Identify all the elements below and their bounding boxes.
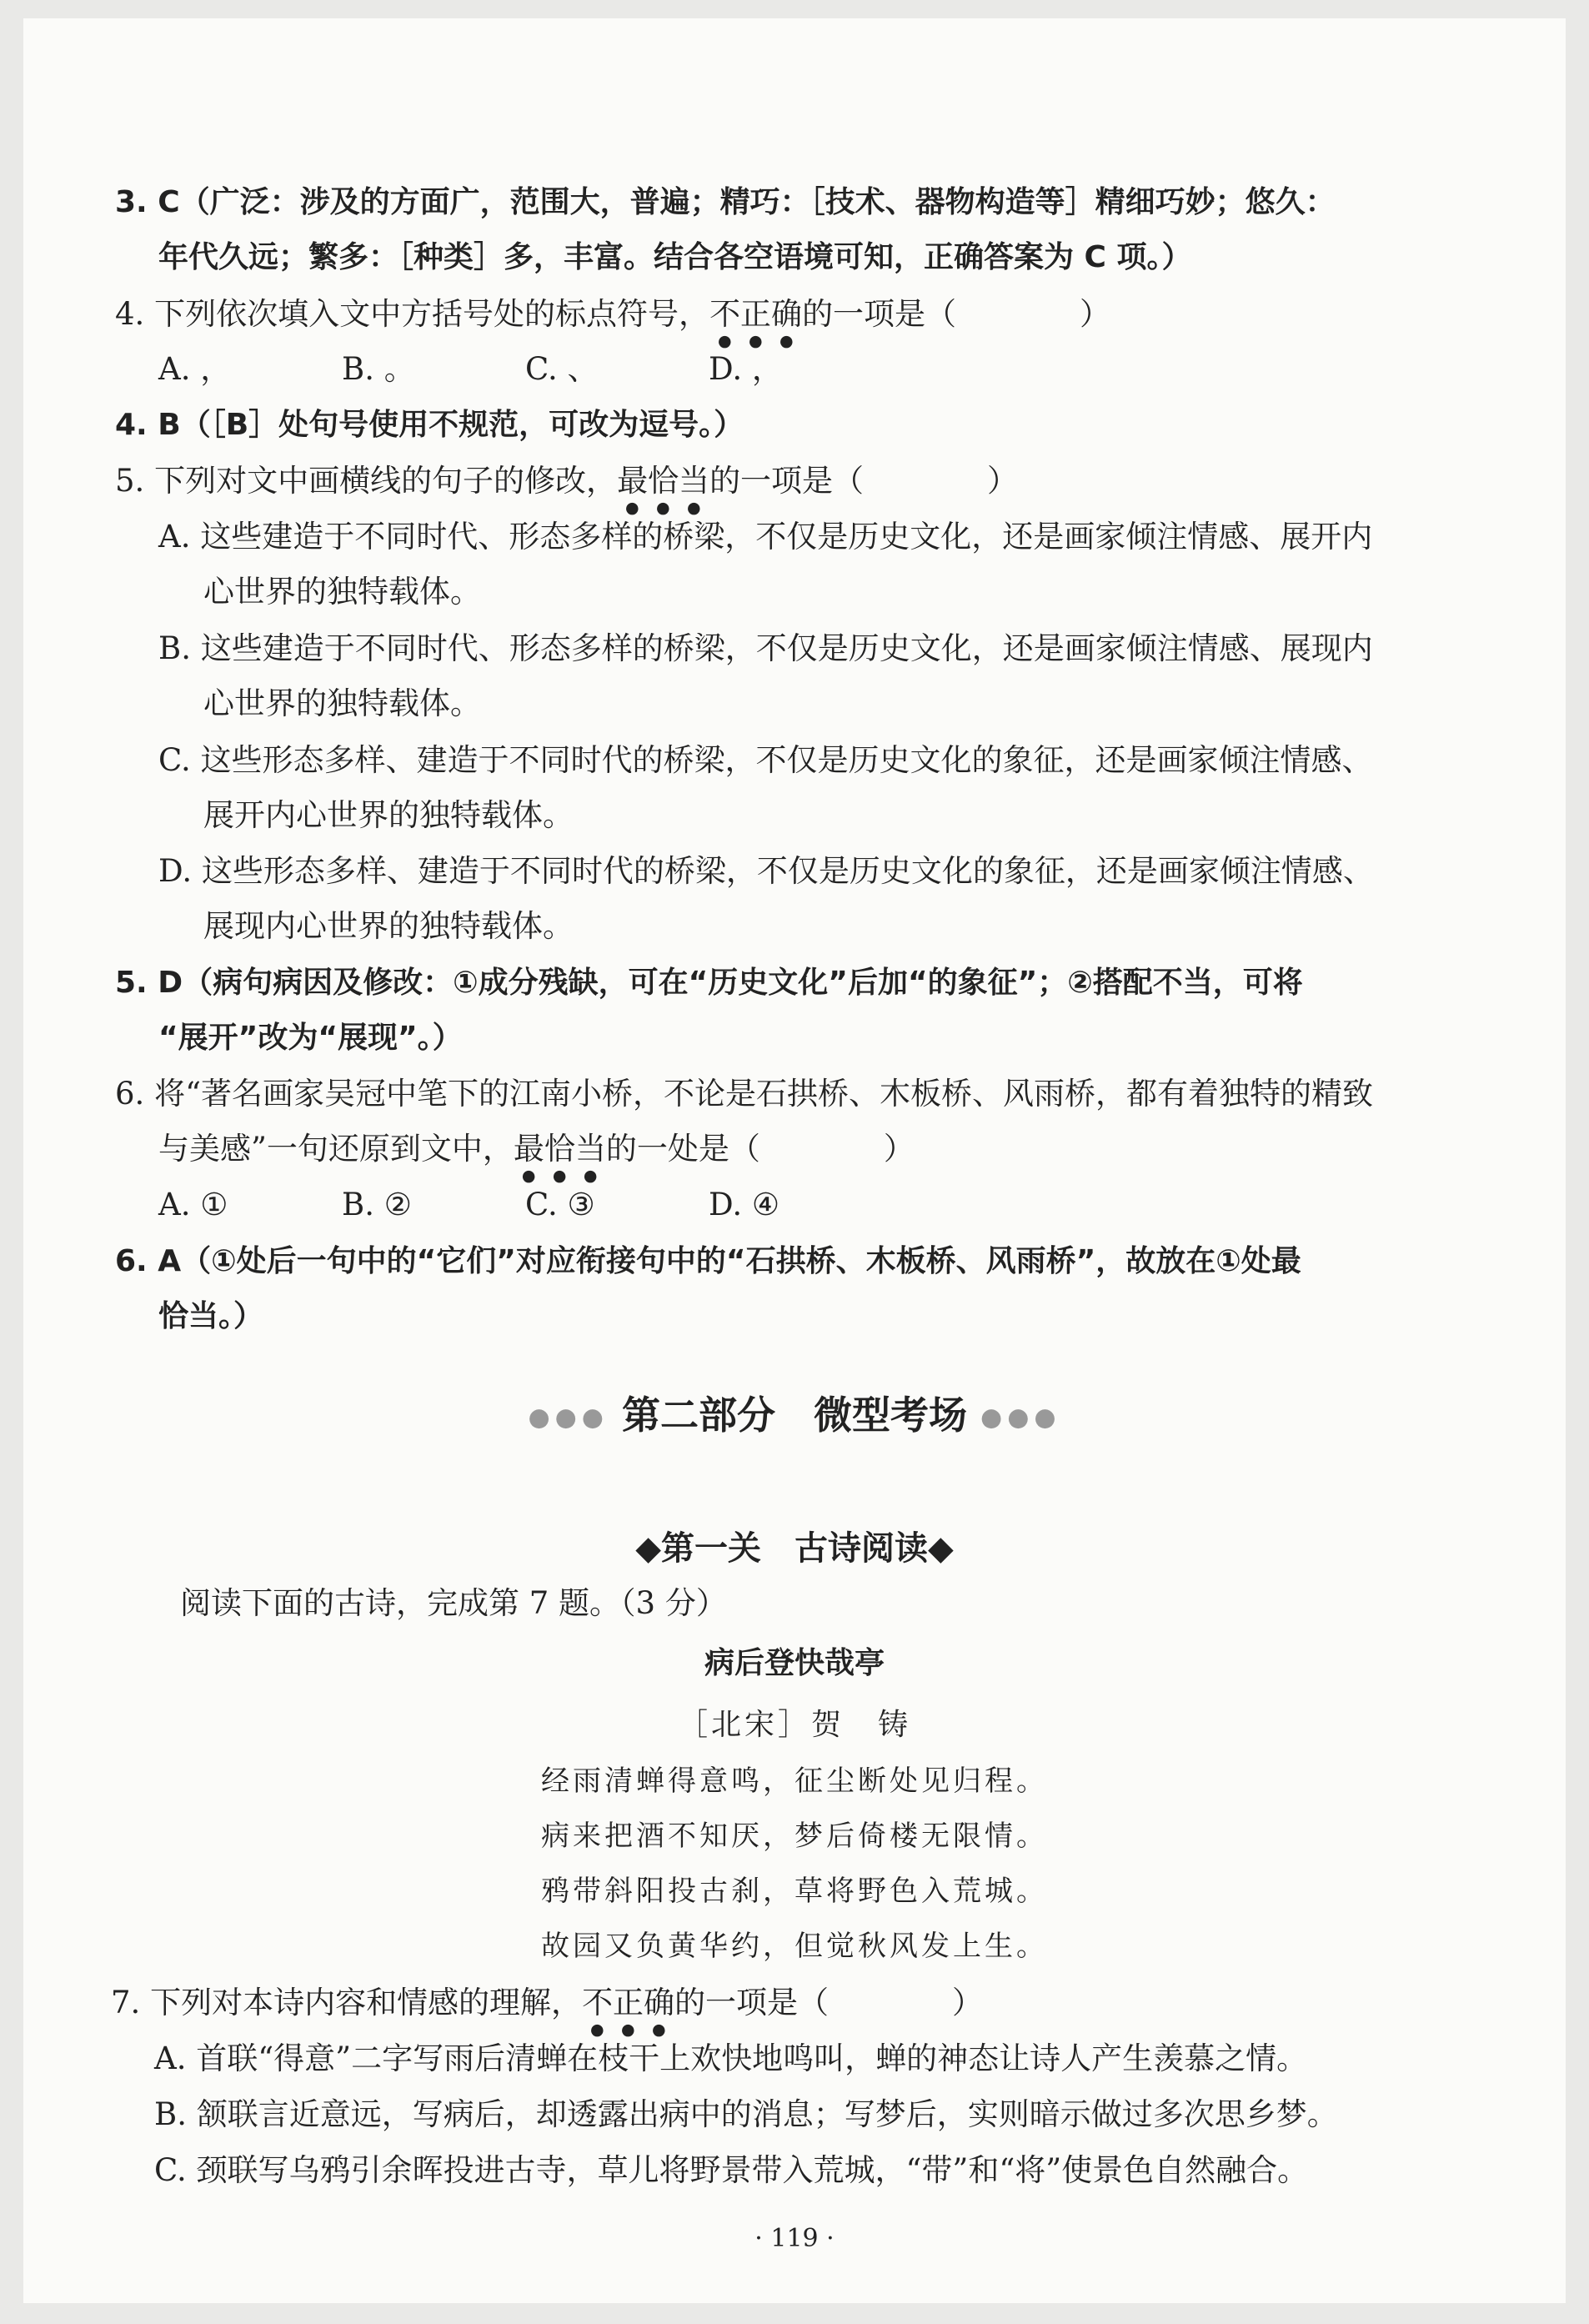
poem-author: ［北宋］贺 铸 [677, 1708, 911, 1742]
q6-stem-line2 [158, 1128, 915, 1185]
section-title-text: 第二部分 微型考场 [622, 1393, 967, 1438]
q7-option-b: B. 颔联言近意远，写病后，却透露出病中的消息；写梦后，实则暗示做过多次思乡梦。 [154, 2096, 1338, 2132]
q4-option-d: D. ， [709, 351, 783, 387]
q5-stem-emphasis: 最恰当 [617, 463, 710, 499]
section-title [23, 1390, 1566, 1443]
q5-stem-before: 5. 下列对文中画横线的句子的修改， [115, 463, 618, 499]
q6-option-c: C. ③ [525, 1187, 595, 1222]
q5-option-a-line1: A. 这些建造于不同时代、形态多样的桥梁，不仅是历史文化，还是画家倾注情感、展开内 [158, 519, 1373, 555]
q5-stem-after: 的一项是（ ） [709, 463, 1019, 499]
q4-options [158, 349, 892, 390]
poem-line-3: 鸦带斜阳投古刹，草将野色入荒城。 [541, 1875, 1048, 1908]
q6-stem-after: 的一处是（ ） [605, 1131, 915, 1167]
q5-option-c-line2: 展开内心世界的独特载体。 [203, 797, 574, 833]
q5-option-b-line2: 心世界的独特载体。 [203, 685, 481, 721]
q4-stem-after: 的一项是（ ） [802, 296, 1111, 332]
q3-answer-line2: 年代久远；繁多：［种类］多，丰富。结合各空语境可知，正确答案为 C 项。） [158, 240, 1192, 274]
q5-answer-line1: 5. D（病句病因及修改：①成分残缺，可在“历史文化”后加“的象征”；②搭配不当，可将 [115, 966, 1303, 1000]
q4-stem [115, 294, 1110, 350]
q5-option-d-line1: D. 这些形态多样、建造于不同时代的桥梁，不仅是历史文化的象征，还是画家倾注情感、 [158, 853, 1374, 889]
q5-option-d-line2: 展现内心世界的独特载体。 [203, 908, 574, 944]
q6-stem-emphasis: 最恰当 [513, 1131, 606, 1167]
q6-stem-before: 与美感”一句还原到文中， [158, 1131, 514, 1167]
q7-stem-after: 的一项是（ ） [674, 1985, 984, 2020]
q4-option-a: A. ， [158, 351, 232, 387]
poem-line-1: 经雨清蝉得意鸣，征尘断处见归程。 [541, 1764, 1048, 1798]
q6-options [158, 1184, 892, 1226]
poem-line-2: 病来把酒不知厌，梦后倚楼无限情。 [541, 1820, 1048, 1853]
q5-option-a-line2: 心世界的独特载体。 [203, 574, 481, 610]
q5-answer-line2: “展开”改为“展现”。） [158, 1021, 463, 1055]
page-content [23, 18, 1566, 2303]
q6-answer-line2: 恰当。） [158, 1299, 264, 1333]
q5-option-c-line1: C. 这些形态多样、建造于不同时代的桥梁，不仅是历史文化的象征，还是画家倾注情感、 [158, 742, 1373, 778]
subsection-title: ◆第一关 古诗阅读◆ [635, 1529, 954, 1568]
q5-stem [115, 460, 1018, 517]
q7-stem [111, 1982, 983, 2039]
section-bullets-right: ●●● [980, 1403, 1061, 1433]
q7-stem-emphasis: 不正确 [582, 1985, 675, 2020]
document-page [23, 18, 1566, 2303]
q7-option-c: C. 颈联写乌鸦引余晖投进古寺，草儿将野景带入荒城，“带”和“将”使景色自然融合。 [154, 2152, 1309, 2188]
q4-answer: 4. B（［B］处句号使用不规范，可改为逗号。） [115, 408, 744, 442]
q4-option-b: B. 。 [342, 351, 415, 387]
poem-line-4: 故园又负黄华约，但觉秋风发上生。 [541, 1930, 1048, 1963]
q6-option-d: D. ④ [709, 1187, 780, 1222]
q5-option-b-line1: B. 这些建造于不同时代、形态多样的桥梁，不仅是历史文化，还是画家倾注情感、展现内 [158, 630, 1373, 666]
q6-answer-line1: 6. A（①处后一句中的“它们”对应衔接句中的“石拱桥、木板桥、风雨桥”，故放在①处最 [115, 1244, 1301, 1278]
page-number: · 119 · [754, 2224, 835, 2253]
reading-instruction: 阅读下面的古诗，完成第 7 题。（3 分） [180, 1585, 727, 1621]
q4-stem-emphasis: 不正确 [709, 296, 803, 332]
q3-answer-line1: 3. C（广泛：涉及的方面广，范围大，普遍；精巧：［技术、器物构造等］精细巧妙；悠久： [115, 185, 1336, 219]
poem-title: 病后登快哉亭 [704, 1646, 885, 1680]
q7-stem-before: 7. 下列对本诗内容和情感的理解， [111, 1985, 583, 2020]
q6-stem-line1: 6. 将“著名画家吴冠中笔下的江南小桥，不论是石拱桥、木板桥、风雨桥，都有着独特的精致 [115, 1076, 1373, 1112]
section-bullets-left: ●●● [528, 1403, 609, 1433]
q4-option-c: C. 、 [525, 351, 599, 387]
q7-option-a: A. 首联“得意”二字写雨后清蝉在枝干上欢快地鸣叫，蝉的神态让诗人产生羡慕之情。 [154, 2040, 1308, 2076]
q4-stem-before: 4. 下列依次填入文中方括号处的标点符号， [115, 296, 710, 332]
q6-option-b: B. ② [342, 1187, 412, 1222]
q6-option-a: A. ① [158, 1187, 228, 1222]
